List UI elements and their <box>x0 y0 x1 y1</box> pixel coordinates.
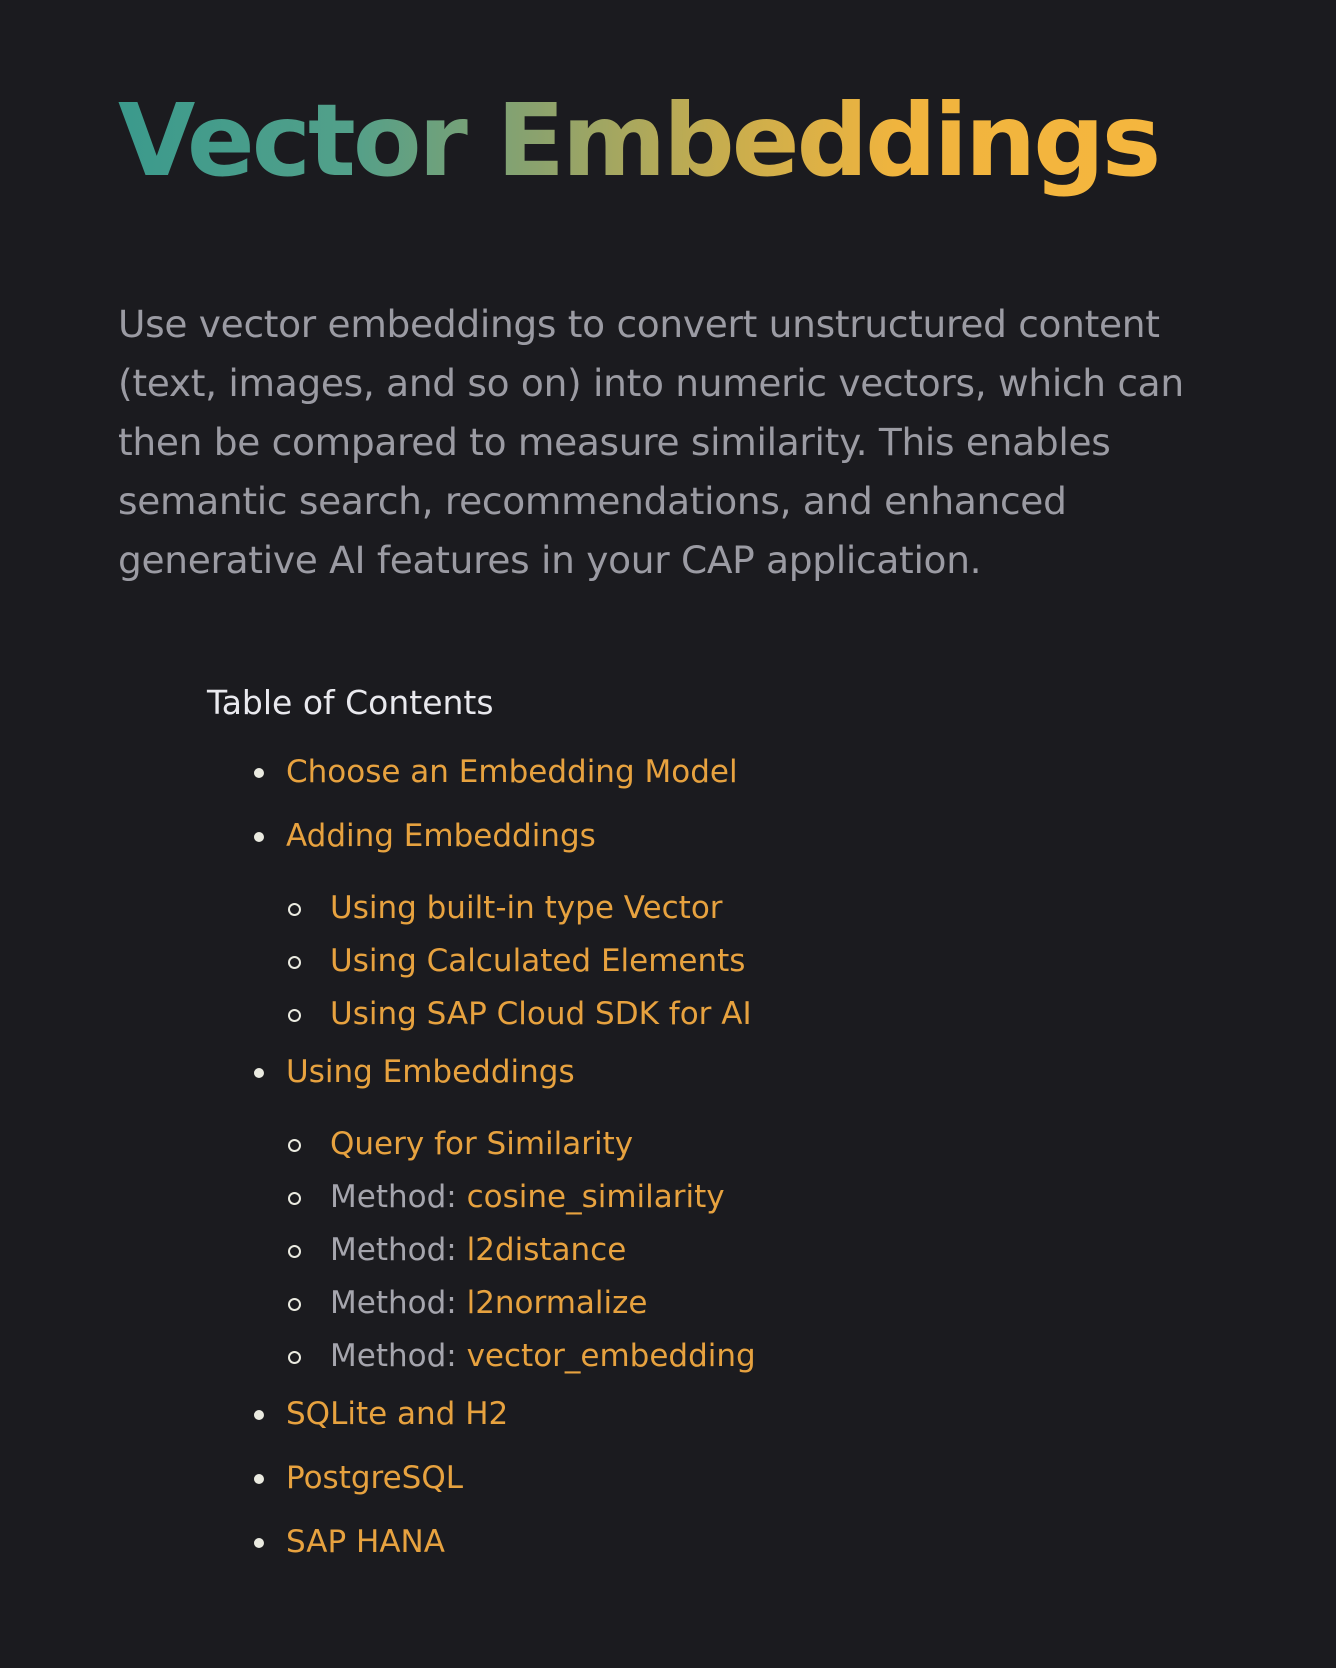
circle-bullet-icon <box>288 1298 301 1311</box>
toc-item <box>207 1052 1107 1376</box>
toc-subitem <box>287 1283 1107 1323</box>
toc-item <box>207 1522 1107 1562</box>
bullet-icon <box>254 1474 264 1484</box>
toc-subitem <box>287 888 1107 928</box>
circle-bullet-icon <box>288 1139 301 1152</box>
toc-item <box>207 816 1107 1034</box>
toc-link-calculated-elements[interactable]: Using Calculated Elements <box>330 943 746 979</box>
toc-item <box>207 1394 1107 1434</box>
toc-link-vector-embedding[interactable]: vector_embedding <box>466 1338 756 1374</box>
toc-link-using-embeddings[interactable]: Using Embeddings <box>286 1054 575 1090</box>
toc-subitem <box>287 1124 1107 1164</box>
toc-item <box>207 752 1107 792</box>
toc-link-sap-hana[interactable]: SAP HANA <box>286 1524 445 1560</box>
circle-bullet-icon <box>288 1351 301 1364</box>
toc-link-sap-cloud-sdk[interactable]: Using SAP Cloud SDK for AI <box>330 996 752 1032</box>
toc-subitem <box>287 994 1107 1034</box>
toc-title: Table of Contents <box>207 683 494 722</box>
bullet-icon <box>254 1538 264 1548</box>
intro-paragraph: Use vector embeddings to convert unstructured content (text, images, and so on) into numeric vectors, which can then be compared to measure similarity. This enables semantic search, recommendations, and enhanced generative AI features in your CAP application. <box>118 302 1184 582</box>
method-prefix: Method: <box>330 1179 467 1215</box>
toc-link-sqlite-h2[interactable]: SQLite and H2 <box>286 1396 509 1432</box>
toc-link-query-similarity[interactable]: Query for Similarity <box>330 1126 634 1162</box>
method-prefix: Method: <box>330 1285 467 1321</box>
toc-subitem <box>287 941 1107 981</box>
toc-item <box>207 1458 1107 1498</box>
bullet-icon <box>254 768 264 778</box>
bullet-icon <box>254 832 264 842</box>
circle-bullet-icon <box>288 1192 301 1205</box>
toc-link-l2distance[interactable]: l2distance <box>466 1232 627 1268</box>
toc-link-postgresql[interactable]: PostgreSQL <box>286 1460 464 1496</box>
page-title: Vector Embeddings <box>118 82 1159 199</box>
toc-subitem <box>287 1336 1107 1376</box>
method-prefix: Method: <box>330 1338 467 1374</box>
toc-link-builtin-vector[interactable]: Using built-in type Vector <box>330 890 723 926</box>
circle-bullet-icon <box>288 956 301 969</box>
method-prefix: Method: <box>330 1232 467 1268</box>
toc-sublist <box>286 1124 1107 1376</box>
toc-sublist <box>286 888 1107 1034</box>
bullet-icon <box>254 1068 264 1078</box>
circle-bullet-icon <box>288 1245 301 1258</box>
toc-subitem <box>287 1230 1107 1270</box>
toc-link-adding-embeddings[interactable]: Adding Embeddings <box>286 818 596 854</box>
table-of-contents <box>207 678 1107 1586</box>
toc-link-cosine-similarity[interactable]: cosine_similarity <box>466 1179 725 1215</box>
toc-link-choose-model[interactable]: Choose an Embedding Model <box>286 754 738 790</box>
bullet-icon <box>254 1410 264 1420</box>
circle-bullet-icon <box>288 1009 301 1022</box>
toc-subitem <box>287 1177 1107 1217</box>
circle-bullet-icon <box>288 903 301 916</box>
toc-link-l2normalize[interactable]: l2normalize <box>466 1285 648 1321</box>
toc-list <box>207 752 1107 1562</box>
